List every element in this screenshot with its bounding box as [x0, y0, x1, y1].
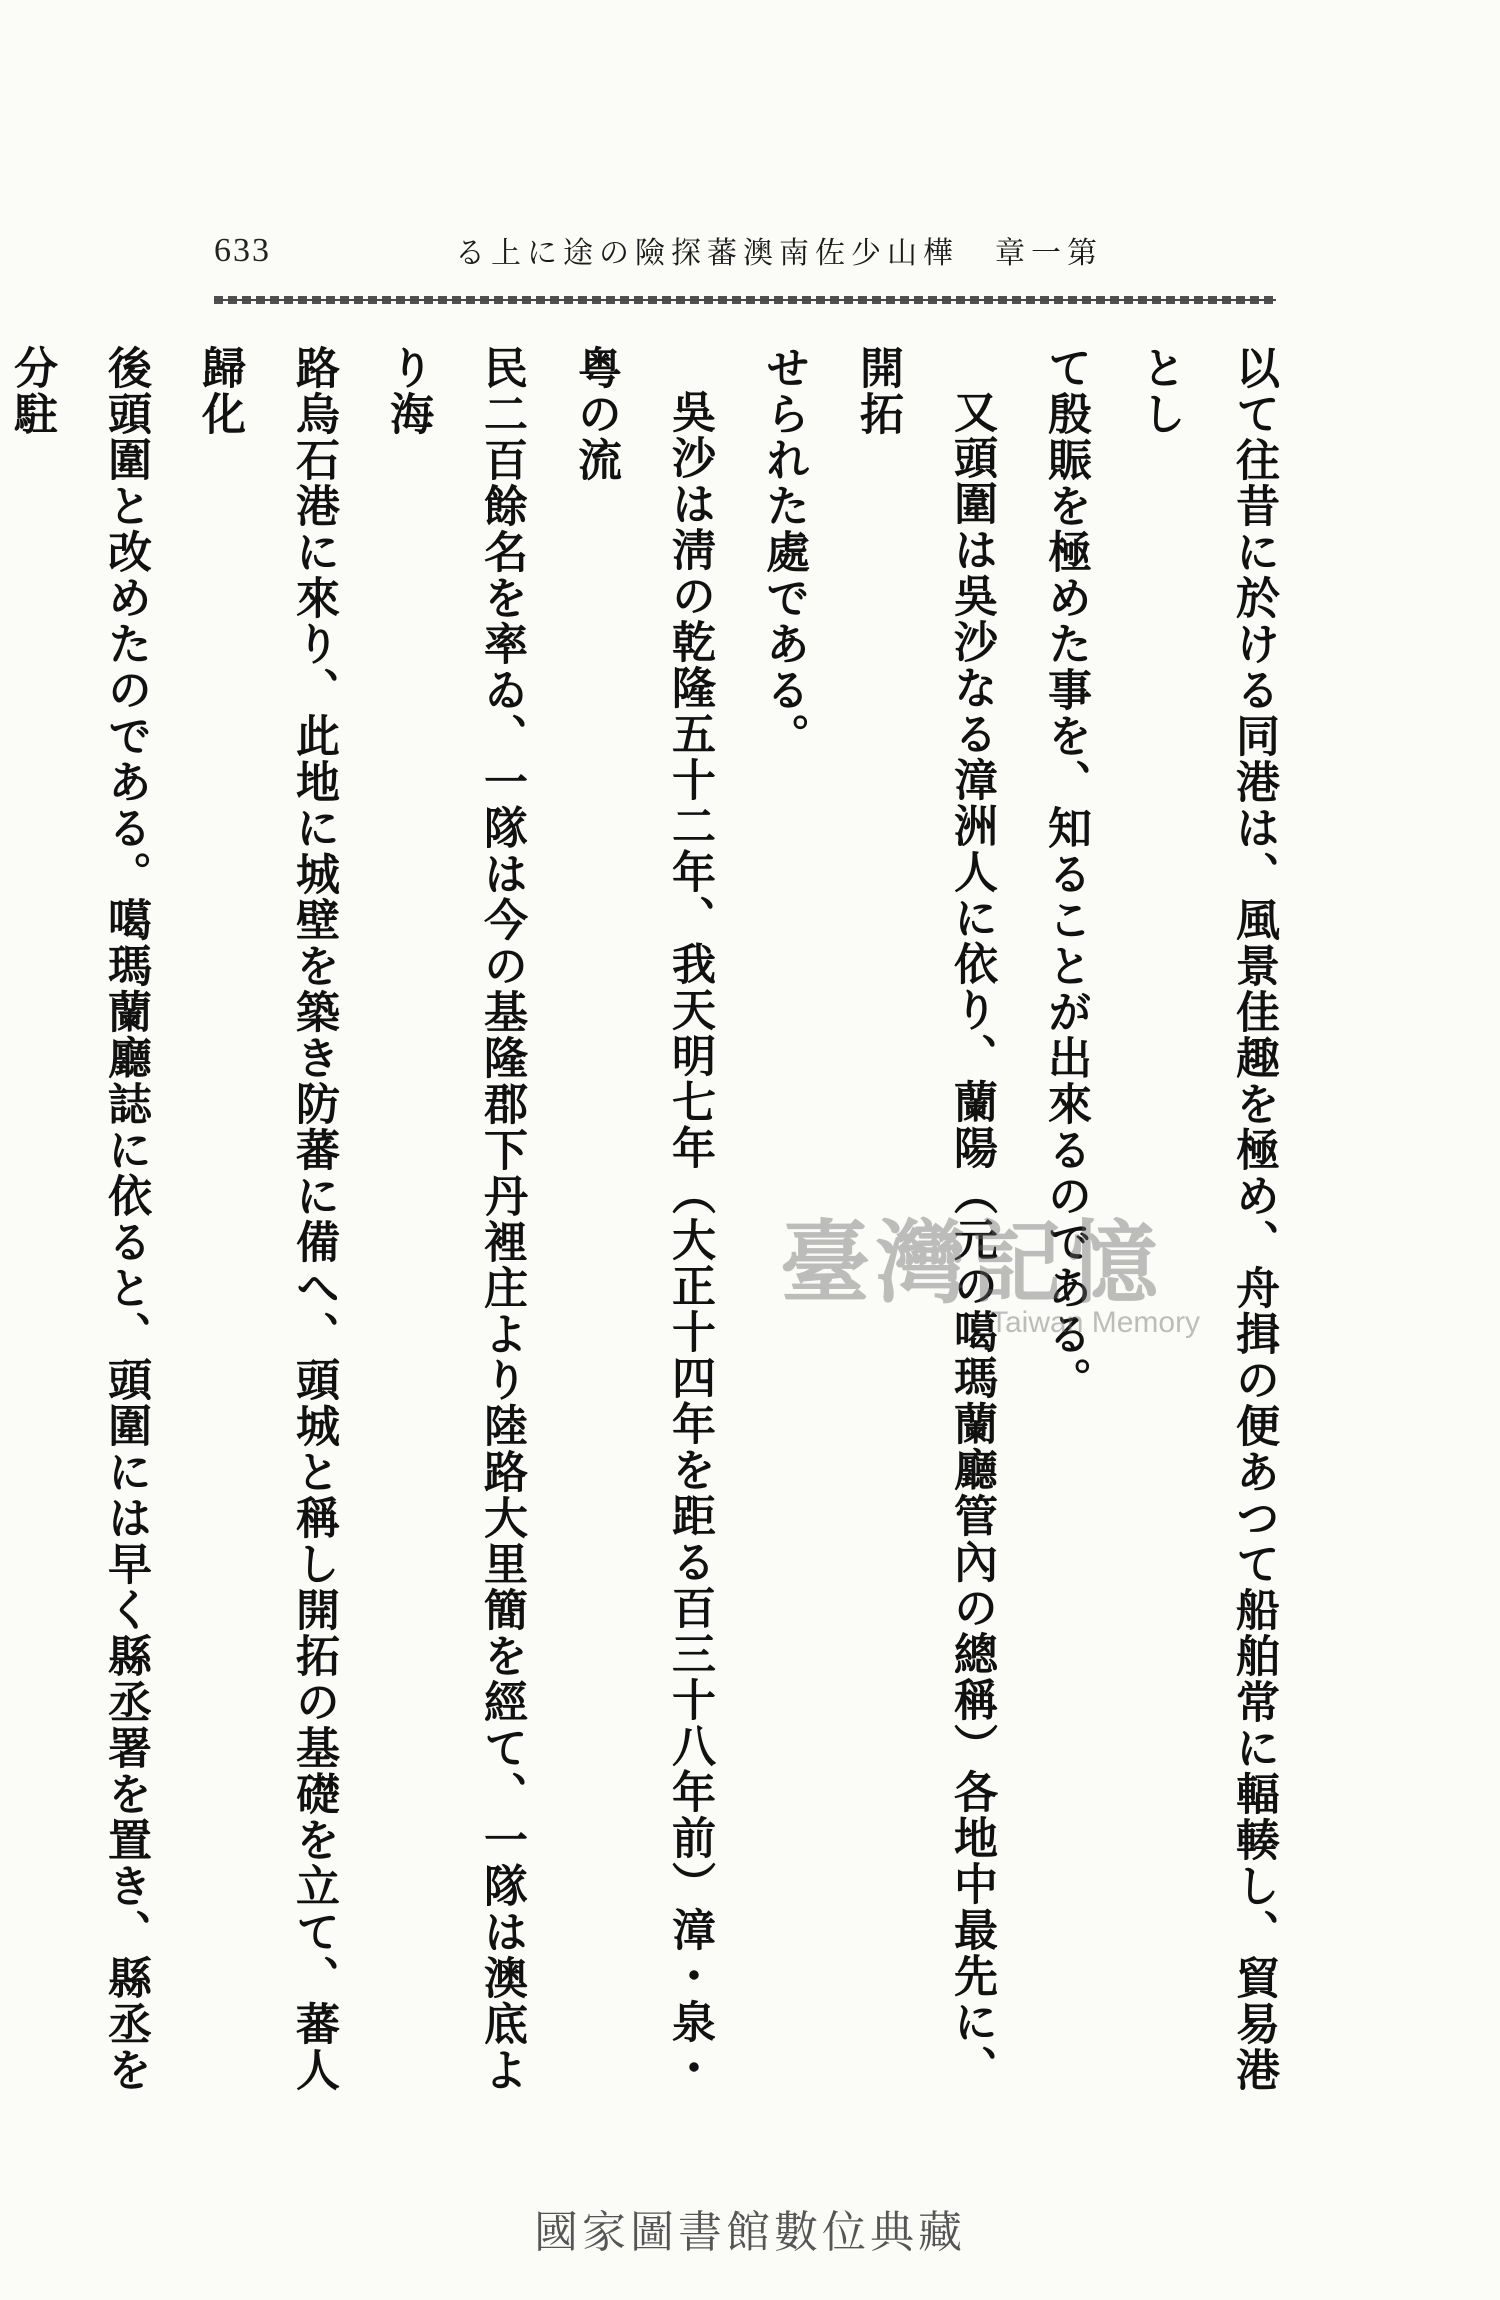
- text-column: て殷賑を極めた事を、知ることが出來るのである。: [1040, 345, 1091, 1403]
- text-column: 民二百餘名を率ゐ、一隊は今の基隆郡下丹裡庄より陸路大里簡を經て、一隊は澳底より海: [382, 345, 527, 2093]
- footer-credit: 國家圖書館數位典藏: [534, 2207, 966, 2258]
- text-column: 吳沙は淸の乾隆五十二年、我天明七年（大正十四年を距る百三十八年前）漳・泉・粤の流: [570, 345, 715, 2091]
- watermark-cjk: 臺灣記憶: [780, 1210, 1164, 1316]
- body-text: [6, 345, 1300, 2125]
- text-column: せられた處である。: [758, 345, 809, 759]
- text-column: 後頭圍と改めたのである。噶瑪蘭廳誌に依ると、頭圍には早く縣丞署を置き、縣丞を分駐: [6, 345, 151, 2093]
- page-number: 633: [214, 232, 271, 269]
- watermark-latin: Taiwan Memory: [990, 1306, 1201, 1339]
- text-column: 路烏石港に來り、此地に城壁を築き防蕃に備へ、頭城と稱し開拓の基礎を立て、蕃人歸化: [194, 345, 339, 2093]
- running-title: る上に途の險探蕃澳南佐少山樺 章一第: [455, 236, 1103, 271]
- text-column: 以て往昔に於ける同港は、風景佳趣を極め、舟揖の便あつて船舶常に輻輳し、貿易港とし: [1134, 345, 1279, 2093]
- header-rule: [214, 296, 1276, 304]
- text-column: 又頭圍は吳沙なる漳洲人に依り、蘭陽（元の噶瑪蘭廳管內の總稱）各地中最先に、開拓: [852, 345, 997, 2091]
